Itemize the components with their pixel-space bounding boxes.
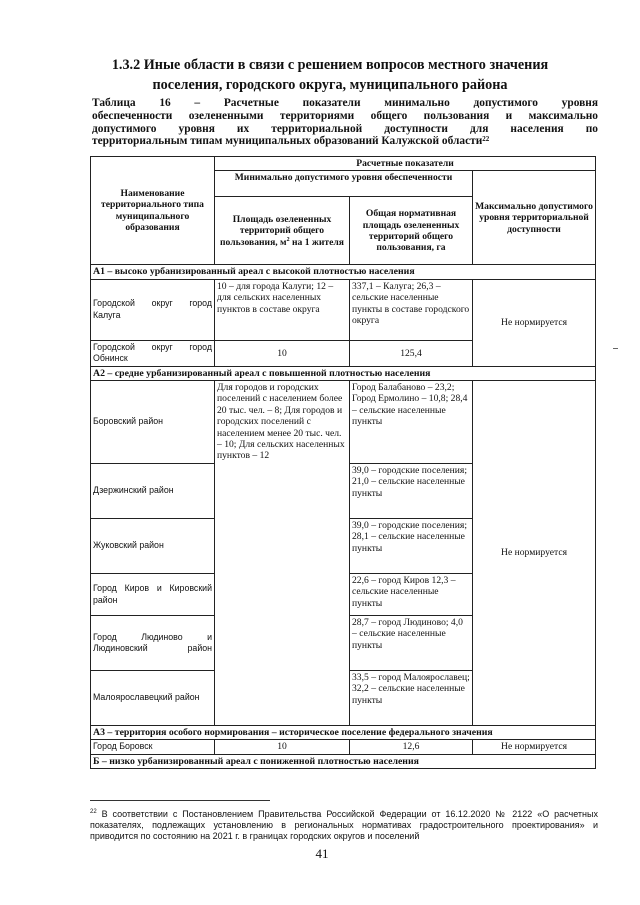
row-per-capita: Для городов и городских поселений с населением более 20 тыс. чел. – 8; Для городов и городских поселений с населением менее 20 тыс. чел. – 10; Для сельских населенных пунктов – 12 [215, 381, 350, 726]
section-row-b [91, 754, 596, 768]
row-max-access: Не нормируется [473, 381, 596, 726]
caption-line: территориальным типам муниципальных образований Калужской области$^{22}$ [92, 135, 490, 148]
row-total: Город Балабаново – 23,2; Город Ермолино – 10,8; 28,4 – сельские населенные пункты [350, 381, 473, 464]
row-name: Дзержинский район [91, 464, 215, 519]
page-number: 41 [315, 846, 329, 861]
row-per-capita: 10 [215, 740, 350, 754]
section-row-a2 [91, 366, 596, 380]
table-row [91, 279, 596, 340]
section-row-a1 [91, 265, 596, 279]
caption-line: допустимого уровня их территориальной доступности для населения по [92, 122, 598, 135]
section-label: А2 – средне урбанизированный ареал с повышенной плотностью населения [91, 366, 596, 380]
row-name: Городской округ город Обнинск [91, 340, 215, 366]
footnote-number: 22 [90, 809, 97, 815]
header-max-access: Максимально допустимого уровня территориальной доступности [473, 171, 596, 265]
section-row-a3 [91, 726, 596, 740]
row-total: 22,6 – город Киров 12,3 – сельские населенные пункты [350, 574, 473, 616]
margin-mark [613, 348, 618, 349]
row-total: 12,6 [350, 740, 473, 754]
section-label: А1 – высоко урбанизированный ареал с высокой плотностью населения [91, 265, 596, 279]
footnote-text: В соответствии с Постановлением Правительства Российской Федерации от 16.12.2020 № 2122 «О расчетных показателях, подлежащих установлению в региональных нормативах градостроительного проектирования» и приводится по состоянию на 2021 г. в границах городских округов и поселений [90, 809, 598, 841]
row-name: Боровский район [91, 381, 215, 464]
header-calc-indicators: Расчетные показатели [215, 157, 596, 171]
row-max-access: Не нормируется [473, 740, 596, 754]
row-name: Малоярославецкий район [91, 671, 215, 726]
header-total-area: Общая нормативная площадь озелененных территорий общего пользования, га [350, 197, 473, 265]
section-label: А3 – территория особого нормирования – историческое поселение федерального значения [91, 726, 596, 740]
row-total: 39,0 – городские поселения; 21,0 – сельские населенные пункты [350, 464, 473, 519]
footnote-ref[interactable]: 22 [482, 135, 490, 144]
row-name: Городской округ город Калуга [91, 279, 215, 340]
table-row [91, 381, 596, 464]
green-areas-table [90, 156, 596, 769]
table-row [91, 740, 596, 754]
section-heading-line-2: поселения, городского округа, муниципального района [152, 77, 508, 93]
section-label: Б – низко урбанизированный ареал с пониженной плотностью населения [91, 754, 596, 768]
row-name: Город Киров и Кировский район [91, 574, 215, 616]
footnote [90, 807, 598, 842]
header-min-level: Минимально допустимого уровня обеспеченности [215, 171, 473, 197]
row-total: 39,0 – городские поселения; 28,1 – сельские населенные пункты [350, 519, 473, 574]
row-total: 125,4 [350, 340, 473, 366]
row-total: 33,5 – город Малоярославец; 32,2 – сельские населенные пункты [350, 671, 473, 726]
row-name: Город Людиново и Людиновский район [91, 616, 215, 671]
table-header-row [91, 157, 596, 171]
table-caption [92, 97, 598, 148]
row-per-capita: 10 – для города Калуги; 12 – для сельских населенных пунктов в составе округа [215, 279, 350, 340]
header-name-col: Наименование территориального типа муниципального образования [91, 157, 215, 265]
header-area-per-capita: Площадь озелененных территорий общего пользования, $м^2$ на 1 жителя [215, 197, 350, 265]
row-total: 337,1 – Калуга; 26,3 – сельские населенные пункты в составе городского округа [350, 279, 473, 340]
footnote-divider [90, 800, 270, 801]
caption-line: обеспеченности озелененными территориями общего пользования и максимально [92, 109, 598, 122]
row-name: Город Боровск [91, 740, 215, 754]
row-per-capita: 10 [215, 340, 350, 366]
caption-line: Таблица 16 – Расчетные показатели минимально допустимого уровня [92, 97, 598, 109]
row-max-access: Не нормируется [473, 279, 596, 366]
section-heading-line-1: 1.3.2 Иные области в связи с решением вопросов местного значения [111, 57, 549, 73]
row-name: Жуковский район [91, 519, 215, 574]
row-total: 28,7 – город Людиново; 4,0 – сельские населенные пункты [350, 616, 473, 671]
